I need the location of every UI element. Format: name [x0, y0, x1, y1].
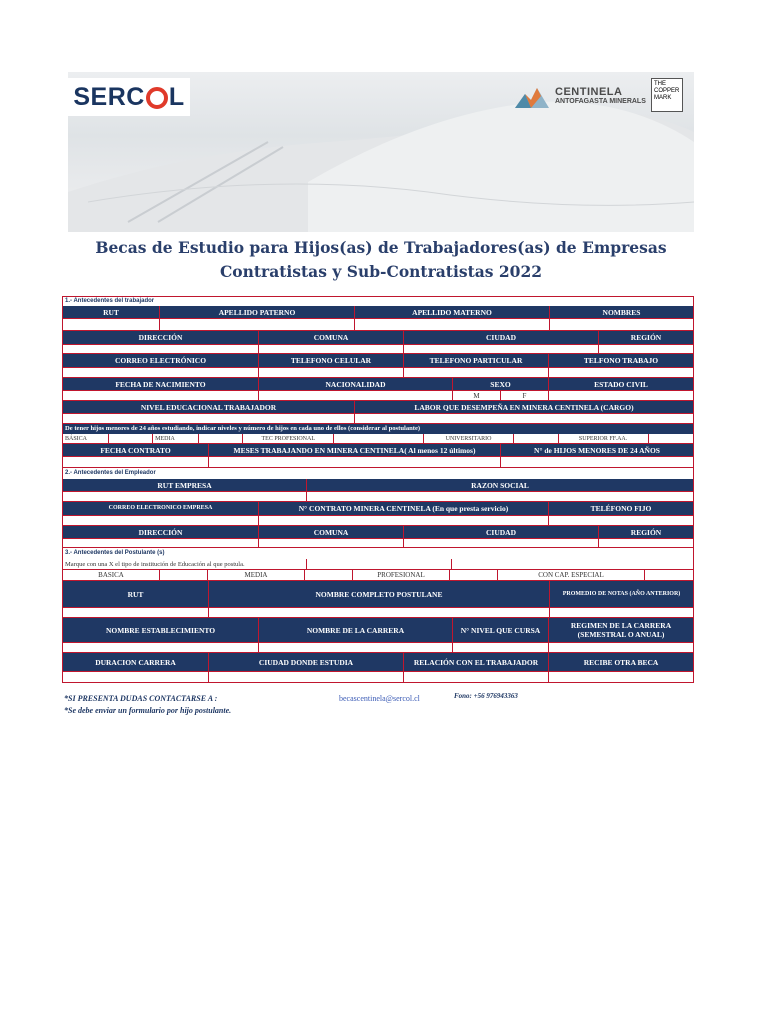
- input-telefono-fijo[interactable]: [549, 516, 693, 525]
- input-region-empresa[interactable]: [599, 539, 693, 547]
- input-razon-social[interactable]: [307, 492, 693, 501]
- page-title: [68, 236, 694, 284]
- input-nombre-establecimiento[interactable]: [63, 643, 259, 652]
- nivel-superior-input[interactable]: [649, 434, 693, 443]
- header-banner: [68, 72, 694, 232]
- input-meses-trabajando[interactable]: [209, 457, 501, 467]
- input-ciudad-empresa[interactable]: [404, 539, 599, 547]
- hdr-telefono-celular: TELEFONO CELULAR: [259, 354, 404, 367]
- row-headers-3: [63, 354, 693, 367]
- marque-row: [63, 559, 693, 570]
- input-fecha-nacimiento[interactable]: [63, 391, 259, 400]
- centinela-mountain-icon: [515, 82, 549, 108]
- section-trabajador: 1.- Antecedentes del trabajador: [65, 298, 155, 304]
- hdr-comuna: COMUNA: [259, 331, 404, 344]
- nivel-basica-label: BÁSICA: [63, 434, 109, 443]
- hdr-direccion: DIRECCIÓN: [63, 331, 259, 344]
- copper-mark-logo: THE COPPER MARK: [651, 78, 683, 112]
- tipo-profesional-label: PROFESIONAL: [353, 570, 450, 580]
- row-headers-11: [63, 618, 693, 642]
- nivel-superior-label: SUPERIOR FF.AA.: [559, 434, 649, 443]
- hdr-meses-trabajando: MESES TRABAJANDO EN MINERA CENTINELA( Al menos 12 últimos): [209, 444, 501, 456]
- hdr-duracion-carrera: DURACION CARRERA: [63, 653, 209, 671]
- input-hijos-menores[interactable]: [501, 457, 693, 467]
- hdr-ciudad-estudia: CIUDAD DONDE ESTUDIA: [209, 653, 404, 671]
- input-relacion-trabajador[interactable]: [404, 672, 549, 682]
- marque-blank-2: [452, 559, 693, 569]
- hdr-telefono-fijo: TELÉFONO FIJO: [590, 504, 652, 513]
- hdr-apellido-materno: APELLIDO MATERNO: [355, 306, 550, 318]
- row-headers-7: [63, 479, 693, 491]
- hijos-note: De tener hijos menores de 24 años estudiando, indicar niveles y número de hijos en cada uno de ellos (considerar al postulante): [63, 424, 693, 434]
- marque-blank-1: [307, 559, 452, 569]
- hdr-otra-beca: RECIBE OTRA BECA: [583, 657, 659, 667]
- row-inputs-12: [63, 671, 693, 682]
- centinela-sub: ANTOFAGASTA MINERALS: [555, 97, 646, 105]
- hdr-telefono-particular: TELEFONO PARTICULAR: [404, 354, 549, 367]
- hdr-region: REGIÓN: [630, 333, 662, 342]
- input-nacionalidad[interactable]: [259, 391, 453, 400]
- hdr-hijos-menores: N° de HIJOS MENORES DE 24 AÑOS: [534, 445, 660, 455]
- hdr-regimen-carrera: REGIMEN DE LA CARRERA (SEMESTRAL O ANUAL): [570, 621, 672, 639]
- tipo-profesional-input[interactable]: [450, 570, 498, 580]
- input-nombres[interactable]: [550, 319, 693, 330]
- input-telefono-particular[interactable]: [404, 368, 549, 377]
- input-otra-beca[interactable]: [549, 672, 693, 682]
- input-ciudad-estudia[interactable]: [209, 672, 404, 682]
- row-inputs-11: [63, 642, 693, 653]
- hdr-nacionalidad: NACIONALIDAD: [259, 378, 453, 390]
- input-correo[interactable]: [63, 368, 259, 377]
- section-postulante: 3.- Antecedentes del Postulante (s): [65, 550, 165, 556]
- tipo-basica-input[interactable]: [160, 570, 208, 580]
- row-headers-10: [63, 581, 693, 607]
- application-form: [62, 296, 694, 683]
- tipo-media-label: MEDIA: [208, 570, 305, 580]
- input-ciudad[interactable]: [404, 345, 599, 353]
- hdr-estado-civil: ESTADO CIVIL: [594, 379, 648, 389]
- hdr-nivel-cursa: N° NIVEL QUE CURSA: [453, 618, 549, 642]
- nivel-media-label: MEDIA: [153, 434, 199, 443]
- input-telefono-celular[interactable]: [259, 368, 404, 377]
- row-inputs-2: [63, 344, 693, 354]
- nivel-tec-label: TEC PROFESIONAL: [243, 434, 334, 443]
- centinela-name: CENTINELA: [555, 85, 623, 98]
- input-nivel-cursa[interactable]: [453, 643, 549, 652]
- marque-note: Marque con una X el tipo de institución de Educación al que postula.: [63, 559, 307, 569]
- hdr-ciudad: CIUDAD: [404, 331, 599, 344]
- input-apellido-materno[interactable]: [355, 319, 550, 330]
- row-headers-6: [63, 444, 693, 456]
- sercol-text-a: SERC: [73, 82, 145, 111]
- row-inputs-1: [63, 318, 693, 331]
- row-inputs-10: [63, 607, 693, 618]
- hdr-apellido-paterno: APELLIDO PATERNO: [160, 306, 355, 318]
- input-direccion-empresa[interactable]: [63, 539, 259, 547]
- row-inputs-9: [63, 538, 693, 548]
- tipos-row: [63, 570, 693, 581]
- section-empleador: 2.- Antecedentes del Empleador: [65, 470, 156, 476]
- hdr-nivel-educacional: NIVEL EDUCACIONAL TRABAJADOR: [63, 401, 355, 413]
- row-inputs-5: [63, 413, 693, 424]
- row-inputs-3: [63, 367, 693, 378]
- input-promedio-notas[interactable]: [550, 608, 693, 617]
- hdr-rut-postulante: RUT: [63, 581, 209, 607]
- sercol-ring-icon: [146, 87, 168, 109]
- input-comuna-empresa[interactable]: [259, 539, 404, 547]
- nivel-tec-input[interactable]: [334, 434, 424, 443]
- row-inputs-8: [63, 515, 693, 526]
- hdr-comuna-empresa: COMUNA: [259, 526, 404, 538]
- tipo-especial-input[interactable]: [645, 570, 693, 580]
- sexo-m[interactable]: M: [453, 391, 501, 400]
- nivel-universitario-label: UNIVERSITARIO: [424, 434, 514, 443]
- nivel-universitario-input[interactable]: [514, 434, 559, 443]
- footer-email-link[interactable]: becascentinela@sercol.cl: [339, 694, 420, 703]
- hdr-correo: CORREO ELECTRÓNICO: [63, 354, 259, 367]
- nivel-media-input[interactable]: [199, 434, 244, 443]
- input-nivel-educacional[interactable]: [63, 414, 355, 423]
- input-regimen-carrera[interactable]: [549, 643, 693, 652]
- tipo-basica-label: BASICA: [63, 570, 160, 580]
- input-labor[interactable]: [355, 414, 693, 423]
- row-inputs-7: [63, 491, 693, 502]
- nivel-basica-input[interactable]: [109, 434, 154, 443]
- tipo-especial-label: CON CAP. ESPECIAL: [498, 570, 645, 580]
- hdr-rut: RUT: [63, 306, 160, 318]
- tipo-media-input[interactable]: [305, 570, 353, 580]
- hdr-region-empresa: REGIÓN: [630, 527, 662, 537]
- input-rut-empresa[interactable]: [63, 492, 307, 501]
- hdr-sexo: SEXO: [453, 378, 549, 390]
- hdr-nombre-postulante: NOMBRE COMPLETO POSTULANE: [209, 581, 550, 607]
- input-duracion-carrera[interactable]: [63, 672, 209, 682]
- input-apellido-paterno[interactable]: [160, 319, 355, 330]
- input-fecha-contrato[interactable]: [63, 457, 209, 467]
- hdr-correo-empresa: CORREO ELECTRONICO EMPRESA: [63, 502, 259, 515]
- sexo-f[interactable]: F: [501, 391, 549, 400]
- footer-dudas: *SI PRESENTA DUDAS CONTACTARSE A :: [64, 694, 218, 703]
- input-nombre-carrera[interactable]: [259, 643, 453, 652]
- input-telefono-trabajo[interactable]: [549, 368, 693, 377]
- input-nombre-postulante[interactable]: [209, 608, 550, 617]
- row-inputs-4: [63, 390, 693, 401]
- row-headers-12: [63, 653, 693, 671]
- hdr-nombre-establecimiento: NOMBRE ESTABLECIMIENTO: [63, 618, 259, 642]
- row-headers-2: [63, 331, 693, 344]
- row-headers-4: [63, 378, 693, 390]
- footer-nota: *Se debe enviar un formulario por hijo postulante.: [64, 706, 232, 715]
- input-direccion[interactable]: [63, 345, 259, 353]
- input-correo-empresa[interactable]: [63, 516, 259, 525]
- niveles-row: [63, 434, 693, 444]
- row-headers-5: [63, 401, 693, 413]
- hdr-labor: LABOR QUE DESEMPEÑA EN MINERA CENTINELA (CARGO): [414, 402, 634, 412]
- hdr-contrato-minera: N° CONTRATO MINERA CENTINELA (En que presta servicio): [259, 502, 549, 515]
- hdr-rut-empresa: RUT EMPRESA: [63, 479, 307, 491]
- hdr-promedio-notas: PROMEDIO DE NOTAS (AÑO ANTERIOR): [562, 590, 681, 597]
- input-rut[interactable]: [63, 319, 160, 330]
- hdr-telefono-trabajo: TELFONO TRABAJO: [583, 356, 659, 365]
- hdr-nombre-carrera: NOMBRE DE LA CARRERA: [259, 618, 453, 642]
- title-line-2: Contratistas y Sub-Contratistas 2022: [219, 262, 543, 281]
- row-inputs-6: [63, 456, 693, 468]
- hdr-direccion-empresa: DIRECCIÓN: [63, 526, 259, 538]
- input-estado-civil[interactable]: [549, 391, 693, 400]
- row-headers-8: [63, 502, 693, 515]
- row-headers-1: [63, 306, 693, 318]
- sercol-logo: [68, 78, 190, 116]
- hdr-fecha-nacimiento: FECHA DE NACIMIENTO: [63, 378, 259, 390]
- input-region[interactable]: [599, 345, 693, 353]
- sercol-text-b: L: [168, 82, 185, 111]
- footer-fono: Fono: +56 976943363: [454, 692, 518, 700]
- hdr-nombres: NOMBRES: [602, 307, 641, 317]
- input-comuna[interactable]: [259, 345, 404, 353]
- input-contrato-minera[interactable]: [259, 516, 549, 525]
- input-rut-postulante[interactable]: [63, 608, 209, 617]
- hdr-fecha-contrato: FECHA CONTRATO: [63, 444, 209, 456]
- hdr-ciudad-empresa: CIUDAD: [404, 526, 599, 538]
- title-line-1: Becas de Estudio para Hijos(as) de Trabajadores(as) de Empresas: [95, 238, 667, 257]
- hdr-relacion-trabajador: RELACIÓN CON EL TRABAJADOR: [404, 653, 549, 671]
- row-headers-9: [63, 526, 693, 538]
- hdr-razon-social: RAZON SOCIAL: [471, 480, 529, 490]
